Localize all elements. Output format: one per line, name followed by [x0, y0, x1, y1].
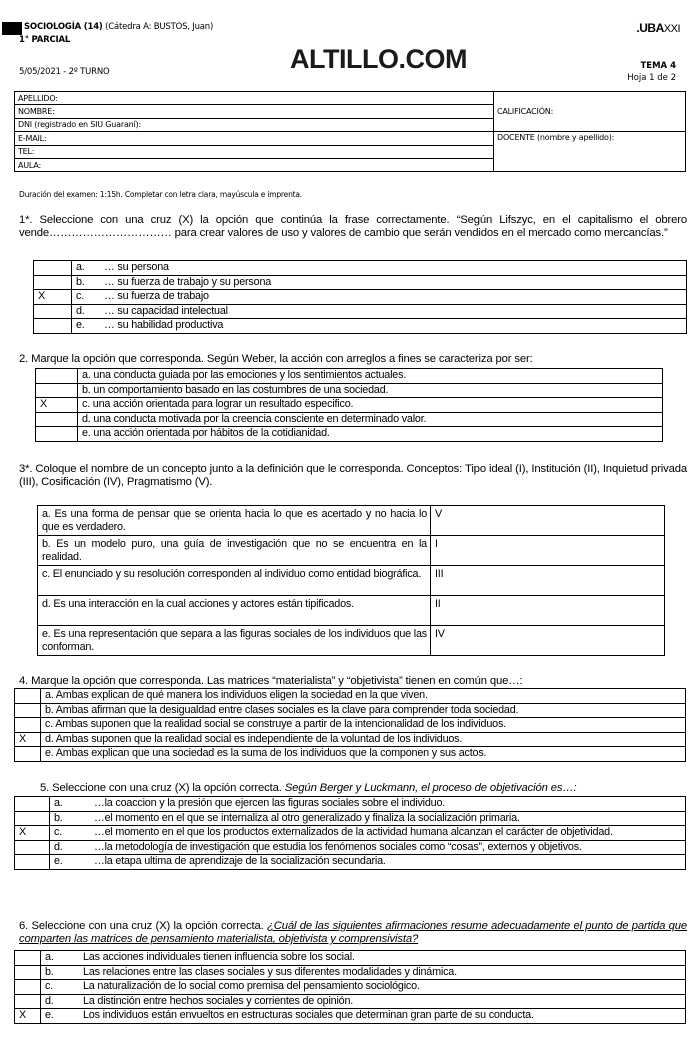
- question-5-options: [14, 796, 686, 870]
- answer-mark[interactable]: [15, 965, 41, 980]
- answer-mark[interactable]: [36, 369, 78, 384]
- option-text: [50, 855, 686, 870]
- redaction-bar: [2, 22, 22, 35]
- answer-mark[interactable]: X: [36, 398, 78, 413]
- tema-label: TEMA 4: [640, 61, 676, 71]
- answer-mark[interactable]: [15, 951, 41, 966]
- option-text: d. una conducta motivada por la creencia consciente en determinado valor.: [78, 412, 663, 427]
- definition-text: c. El enunciado y su resolución corresponden al individuo como entidad biográfica.: [38, 566, 431, 596]
- option-row[interactable]: [34, 275, 687, 290]
- question-1-text: 1*. Seleccione con una cruz (X) la opción que continúa la frase correctamente. “Según Lifszyc, en el capitalismo el obrero vende…………………………… para crear valores de uso y valores de cambio que serán vendidos en el mercado como mercancías.”: [19, 214, 687, 239]
- concept-answer[interactable]: II: [431, 596, 665, 626]
- option-row[interactable]: [15, 826, 686, 841]
- field-apellido[interactable]: APELLIDO:: [15, 92, 494, 105]
- question-6-options: [14, 950, 686, 1024]
- option-letter: e.: [45, 1009, 54, 1021]
- option-letter: c.: [45, 980, 53, 992]
- option-row[interactable]: [15, 980, 686, 995]
- question-2-text: 2. Marque la opción que corresponda. Según Weber, la acción con arreglos a fines se caracteriza por ser:: [19, 353, 533, 365]
- option-label: La naturalización de lo social como premisa del pensamiento sociológico.: [83, 980, 420, 992]
- matching-row: [38, 506, 665, 536]
- concept-answer[interactable]: I: [431, 536, 665, 566]
- option-label: …la metodología de investigación que estudia los fenómenos sociales como “cosas”, externos y objetivos.: [94, 840, 582, 853]
- question-6-prompt: ¿Cuál de las siguientes afirmaciones resume adecuadamente el punto de partida que comparten las matrices de pensamiento materialista, objetivista y comprensivista?: [19, 920, 688, 945]
- option-text: [50, 811, 686, 826]
- option-text: [50, 840, 686, 855]
- option-row[interactable]: [15, 994, 686, 1009]
- option-text: [41, 951, 686, 966]
- question-5-prompt: Según Berger y Luckmann, el proceso de objetivación es…:: [284, 782, 577, 794]
- option-row[interactable]: [36, 427, 663, 442]
- option-text: [72, 275, 687, 290]
- option-row[interactable]: [36, 398, 663, 413]
- option-label: …el momento en el que se internaliza al otro generalizado y finaliza la socialización primaria.: [94, 811, 520, 824]
- matching-row: [38, 626, 665, 656]
- option-row[interactable]: [15, 855, 686, 870]
- question-1-options: [33, 260, 687, 334]
- answer-mark[interactable]: [15, 811, 50, 826]
- option-letter: d.: [45, 994, 54, 1007]
- answer-mark[interactable]: X: [15, 1009, 41, 1024]
- option-label: … su fuerza de trabajo y su persona: [104, 275, 272, 288]
- option-text: [72, 261, 687, 276]
- option-label: …la etapa ultima de aprendizaje de la socialización secundaria.: [94, 855, 386, 867]
- answer-mark[interactable]: [36, 412, 78, 427]
- exam-instructions: Duración del examen: 1:15h. Completar con letra clara, mayúscula e imprenta.: [19, 190, 302, 199]
- option-row[interactable]: [36, 369, 663, 384]
- answer-mark[interactable]: [34, 304, 72, 319]
- matching-row: [38, 596, 665, 626]
- option-row[interactable]: [36, 383, 663, 398]
- option-row[interactable]: [15, 689, 686, 704]
- matching-row: [38, 536, 665, 566]
- option-row[interactable]: [15, 703, 686, 718]
- option-label: Las acciones individuales tienen influencia sobre los social.: [83, 951, 355, 963]
- answer-mark[interactable]: [15, 718, 41, 733]
- option-label: Las relaciones entre las clases sociales y sus diferentes modalidades y dinámica.: [83, 965, 457, 978]
- option-row[interactable]: [34, 261, 687, 276]
- question-3-text: 3*. Coloque el nombre de un concepto junto a la definición que le corresponda. Conceptos: Tipo ideal (I), Institución (II), Inquietud privada (III), Cosificación (IV), Pragmatismo (V).: [19, 463, 687, 488]
- answer-mark[interactable]: [34, 261, 72, 276]
- exam-date: 5/05/2021 - 2º TURNO: [19, 67, 110, 77]
- option-text: b. un comportamiento basado en las costumbres de una sociedad.: [78, 383, 663, 398]
- field-nombre[interactable]: NOMBRE:: [15, 105, 494, 118]
- option-text: [41, 965, 686, 980]
- concept-answer[interactable]: V: [431, 506, 665, 536]
- question-4-options: [14, 688, 686, 762]
- option-row[interactable]: [15, 797, 686, 812]
- field-tel[interactable]: TEL:: [15, 145, 494, 158]
- answer-mark[interactable]: [36, 427, 78, 442]
- answer-mark[interactable]: [15, 994, 41, 1009]
- option-text: [50, 797, 686, 812]
- option-letter: a.: [76, 261, 85, 273]
- option-letter: e.: [76, 319, 85, 331]
- uba-logo-xxi: XXI: [663, 23, 680, 35]
- option-label: La distinción entre hechos sociales y corrientes de opinión.: [83, 994, 354, 1007]
- field-docente[interactable]: DOCENTE (nombre y apellido):: [494, 132, 686, 172]
- option-text: e. Ambas explican que una sociedad es la suma de los individuos que la componen y sus actos.: [41, 747, 686, 762]
- watermark: ALTILLO.COM: [290, 44, 467, 74]
- option-label: …el momento en el que los productos externalizados de la actividad humana alcanzan el carácter de objetividad.: [94, 826, 613, 838]
- answer-mark[interactable]: [34, 319, 72, 334]
- course-catedra: (Cátedra A: BUSTOS, Juan): [102, 22, 214, 32]
- question-5-instruction: 5. Seleccione con una cruz (X) la opción correcta.: [40, 782, 285, 794]
- field-calificacion[interactable]: CALIFICACIÓN:: [494, 92, 686, 132]
- option-text: c. una acción orientada para lograr un resultado especifico.: [78, 398, 663, 413]
- question-6-text: [19, 920, 687, 946]
- matching-row: [38, 566, 665, 596]
- question-5-text: [40, 782, 690, 795]
- option-letter: c.: [54, 826, 62, 838]
- option-text: a. una conducta guiada por las emociones y los sentimientos actuales.: [78, 369, 663, 384]
- answer-mark[interactable]: X: [15, 732, 41, 747]
- definition-text: e. Es una representación que separa a las figuras sociales de los individuos que las conforman.: [38, 626, 431, 656]
- option-letter: a.: [45, 951, 54, 963]
- option-letter: d.: [54, 840, 63, 853]
- option-letter: e.: [54, 855, 63, 867]
- option-text: e. una acción orientada por hábitos de la cotidianidad.: [78, 427, 663, 442]
- option-row[interactable]: [34, 290, 687, 305]
- option-text: [41, 1009, 686, 1024]
- answer-mark[interactable]: [15, 840, 50, 855]
- option-row[interactable]: [15, 840, 686, 855]
- option-row[interactable]: [15, 747, 686, 762]
- answer-mark[interactable]: [15, 797, 50, 812]
- option-label: … su persona: [104, 261, 169, 273]
- field-aula[interactable]: AULA:: [15, 158, 494, 171]
- definition-text: b. Es un modelo puro, una guía de investigación que no se encuentra en la realidad.: [38, 536, 431, 566]
- concept-answer[interactable]: III: [431, 566, 665, 596]
- uba-logo: [636, 21, 680, 35]
- option-text: [72, 290, 687, 305]
- option-text: d. Ambas suponen que la realidad social es independiente de la voluntad de los individuos.: [41, 732, 686, 747]
- answer-mark[interactable]: [15, 855, 50, 870]
- exam-name: 1° PARCIAL: [19, 35, 71, 45]
- option-label: … su fuerza de trabajo: [104, 290, 209, 302]
- course-name: SOCIOLOGÍA (14): [24, 22, 103, 32]
- answer-mark[interactable]: [15, 747, 41, 762]
- option-label: Los individuos están envueltos en estructuras sociales que determinan gran parte de su conducta.: [83, 1009, 534, 1021]
- option-text: b. Ambas afirman que la desigualdad entre clases sociales es la clave para comprender toda sociedad.: [41, 703, 686, 718]
- option-row[interactable]: [15, 951, 686, 966]
- field-dni[interactable]: DNI (registrado en SIU Guaraní):: [15, 118, 494, 131]
- option-row[interactable]: [15, 811, 686, 826]
- option-text: a. Ambas explican de qué manera los individuos eligen la sociedad en la que viven.: [41, 689, 686, 704]
- option-row[interactable]: [15, 732, 686, 747]
- option-row[interactable]: [36, 412, 663, 427]
- question-3-matching-table: [37, 505, 665, 656]
- field-email[interactable]: E-MAIL:: [15, 132, 494, 145]
- option-text: [50, 826, 686, 841]
- answer-mark[interactable]: X: [15, 826, 50, 841]
- option-row[interactable]: [15, 1009, 686, 1024]
- definition-text: a. Es una forma de pensar que se orienta hacia lo que es acertado y no hacia lo que es verdadero.: [38, 506, 431, 536]
- option-label: … su capacidad intelectual: [104, 304, 228, 317]
- answer-mark[interactable]: X: [34, 290, 72, 305]
- answer-mark[interactable]: [36, 383, 78, 398]
- option-row[interactable]: [34, 304, 687, 319]
- uba-logo-bold: .UBA: [636, 21, 664, 35]
- answer-mark[interactable]: [15, 980, 41, 995]
- answer-mark[interactable]: [34, 275, 72, 290]
- option-row[interactable]: [15, 718, 686, 733]
- option-label: …la coaccion y la presión que ejercen las figuras sociales sobre el individuo.: [94, 797, 446, 809]
- question-2-options: [35, 368, 663, 442]
- option-label: … su habilidad productiva: [104, 319, 224, 331]
- option-letter: b.: [45, 965, 54, 978]
- option-text: [72, 304, 687, 319]
- page-indicator: Hoja 1 de 2: [627, 73, 676, 83]
- course-title: [24, 22, 213, 32]
- student-id-form: [14, 91, 686, 172]
- concept-answer[interactable]: IV: [431, 626, 665, 656]
- option-letter: a.: [54, 797, 63, 809]
- option-row[interactable]: [34, 319, 687, 334]
- option-letter: d.: [76, 304, 85, 317]
- option-text: [41, 994, 686, 1009]
- answer-mark[interactable]: [15, 689, 41, 704]
- option-letter: c.: [76, 290, 84, 302]
- answer-mark[interactable]: [15, 703, 41, 718]
- question-6-instruction: 6. Seleccione con una cruz (X) la opción correcta.: [19, 920, 267, 932]
- option-text: [72, 319, 687, 334]
- option-letter: b.: [76, 275, 85, 288]
- question-4-text: 4. Marque la opción que corresponda. Las matrices “materialista” y “objetivista” tienen en común que…:: [19, 675, 523, 687]
- option-row[interactable]: [15, 965, 686, 980]
- option-text: c. Ambas suponen que la realidad social se construye a partir de la intencionalidad de los individuos.: [41, 718, 686, 733]
- option-letter: b.: [54, 811, 63, 824]
- option-text: [41, 980, 686, 995]
- definition-text: d. Es una interacción en la cual acciones y actores están tipificados.: [38, 596, 431, 626]
